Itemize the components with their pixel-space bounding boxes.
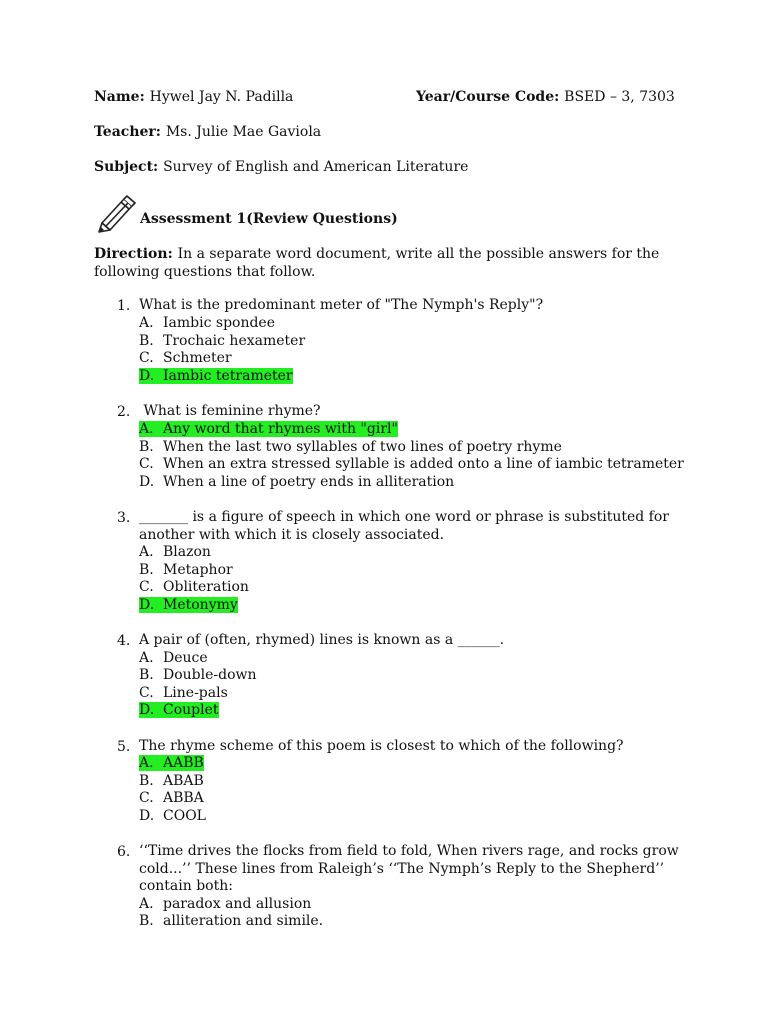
question-text-continued: contain both:: [139, 878, 233, 894]
option: C. ABBA: [139, 790, 204, 806]
question-text: The rhyme scheme of this poem is closest to which of the following?: [139, 738, 624, 754]
question-text-continued: another with which it is closely associated.: [139, 527, 445, 543]
option: B. Double-down: [139, 667, 257, 683]
year-course-value: BSED – 3, 7303: [564, 89, 675, 105]
option-highlighted: D. Iambic tetrameter: [139, 368, 293, 384]
question-number: 3.: [117, 510, 131, 526]
option: C. Obliteration: [139, 579, 249, 595]
subject-value: Survey of English and American Literature: [163, 159, 469, 175]
option: C. When an extra stressed syllable is added onto a line of iambic tetrameter: [139, 456, 684, 472]
direction-label: Direction: [94, 246, 168, 262]
year-course-line: Year/Course Code: BSED – 3, 7303: [416, 89, 675, 105]
option: A. Blazon: [139, 544, 211, 560]
option: B. Metaphor: [139, 562, 233, 578]
question-number: 6.: [117, 844, 131, 860]
name-line: Name: Hywel Jay N. Padilla: [94, 89, 294, 105]
teacher-line: Teacher: Ms. Julie Mae Gaviola: [94, 124, 322, 140]
option: B. ABAB: [139, 773, 204, 789]
option: A. Deuce: [139, 650, 208, 666]
option: B. Trochaic hexameter: [139, 333, 306, 349]
question-text: ‘‘Time drives the flocks from field to fold, When rivers rage, and rocks grow: [139, 843, 679, 859]
option: A. Iambic spondee: [139, 315, 276, 331]
option: B. When the last two syllables of two lines of poetry rhyme: [139, 439, 562, 455]
pencil-icon: [94, 193, 136, 233]
year-course-label: Year/Course Code: [416, 89, 555, 105]
question-text: _______ is a figure of speech in which one word or phrase is substituted for: [139, 509, 669, 525]
direction-line-1: Direction: In a separate word document, write all the possible answers for the: [94, 246, 660, 262]
option: D. When a line of poetry ends in alliteration: [139, 474, 455, 490]
option-highlighted: A. AABB: [139, 755, 204, 771]
question-number: 2.: [117, 404, 131, 420]
teacher-label: Teacher: [94, 124, 156, 140]
direction-line-2: following questions that follow.: [94, 264, 316, 280]
name-label: Name: [94, 89, 140, 105]
option-highlighted: D. Metonymy: [139, 597, 238, 613]
teacher-value: Ms. Julie Mae Gaviola: [165, 124, 322, 140]
question-text: What is the predominant meter of "The Nymph's Reply"?: [139, 297, 544, 313]
assessment-title: Assessment 1(Review Questions): [140, 211, 398, 227]
option: A. paradox and allusion: [139, 896, 312, 912]
option: B. alliteration and simile.: [139, 913, 324, 929]
question-text: What is feminine rhyme?: [139, 403, 321, 419]
question-text: A pair of (often, rhymed) lines is known as a ______.: [139, 632, 505, 648]
option: C. Schmeter: [139, 350, 232, 366]
option: D. COOL: [139, 808, 206, 824]
question-number: 5.: [117, 739, 131, 755]
question-number: 1.: [117, 298, 131, 314]
option-highlighted: D. Couplet: [139, 702, 219, 718]
question-text-continued: cold...’’ These lines from Raleigh’s ‘‘The Nymph’s Reply to the Shepherd’’: [139, 861, 665, 877]
direction-text-1: In a separate word document, write all the possible answers for the: [177, 246, 660, 262]
option-highlighted: A. Any word that rhymes with "girl": [139, 421, 398, 437]
name-value: Hywel Jay N. Padilla: [149, 89, 294, 105]
subject-label: Subject: [94, 159, 154, 175]
option: C. Line-pals: [139, 685, 228, 701]
question-number: 4.: [117, 633, 131, 649]
subject-line: Subject: Survey of English and American Literature: [94, 159, 469, 175]
